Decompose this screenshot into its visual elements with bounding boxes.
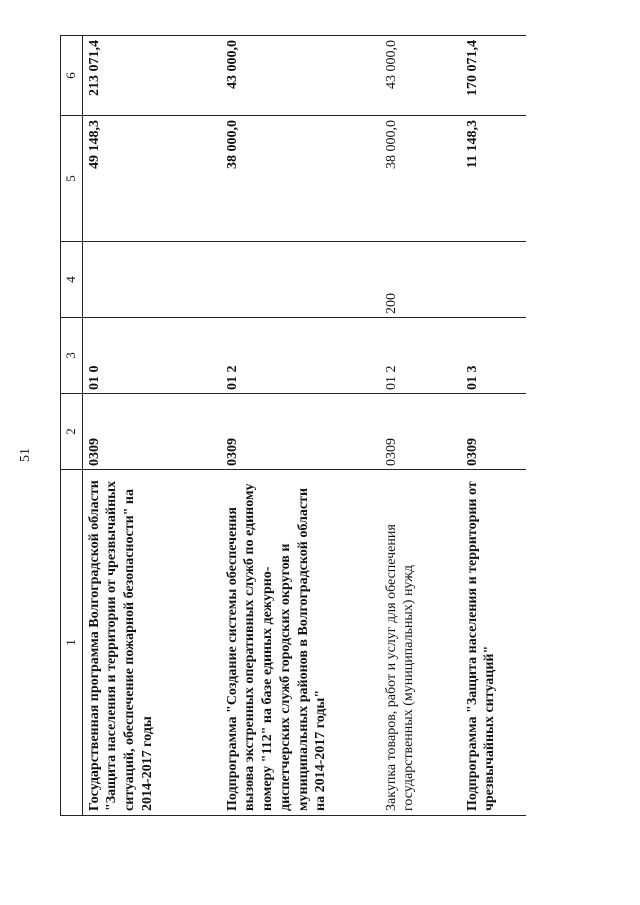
column-header-3: 3	[61, 318, 83, 394]
row-section: 0309	[221, 394, 380, 470]
table-row	[82, 36, 221, 816]
row-name: Закупка товаров, работ и услуг для обеспечения государственных (муниципальных) нужд	[380, 470, 461, 816]
table-row	[380, 36, 461, 816]
row-name: Подпрограмма "Защита населения и территории от чрезвычайных ситуаций"	[461, 470, 526, 816]
row-value-5: 49 148,3	[82, 116, 221, 242]
row-target: 01 2	[380, 318, 461, 394]
column-header-6: 6	[61, 36, 83, 116]
column-header-4: 4	[61, 242, 83, 318]
row-target: 01 3	[461, 318, 526, 394]
row-value-6: 43 000,0	[380, 36, 461, 116]
row-section: 0309	[82, 394, 221, 470]
column-header-5: 5	[61, 116, 83, 242]
row-name: Государственная программа Волгоградской области "Защита населения и территории от чрезвычайных ситуаций, обеспечение пожарной безопасности" на 2014-2017 годы	[82, 470, 221, 816]
table-row	[461, 36, 526, 816]
row-target: 01 0	[82, 318, 221, 394]
row-type: 200	[380, 242, 461, 318]
column-header-2: 2	[61, 394, 83, 470]
row-value-5: 38 000,0	[380, 116, 461, 242]
row-section: 0309	[380, 394, 461, 470]
row-value-6: 43 000,0	[221, 36, 380, 116]
row-value-5: 11 148,3	[461, 116, 526, 242]
row-target: 01 2	[221, 318, 380, 394]
row-value-5: 38 000,0	[221, 116, 380, 242]
table-row	[221, 36, 380, 816]
budget-table	[60, 35, 526, 816]
row-value-6: 170 071,4	[461, 36, 526, 116]
row-type	[82, 242, 221, 318]
row-type	[461, 242, 526, 318]
row-name: Подпрограмма "Создание системы обеспечения вызова экстренных оперативных служб по единому номеру "112" на базе единых дежурно-диспетчерских служб городских округов и муниципальных районов в Волгоградской области на 2014-2017 годы"	[221, 470, 380, 816]
page-number: 51	[18, 448, 33, 462]
row-value-6: 213 071,4	[82, 36, 221, 116]
column-header-1: 1	[61, 470, 83, 816]
row-section: 0309	[461, 394, 526, 470]
table-header-row	[61, 36, 83, 816]
row-type	[221, 242, 380, 318]
